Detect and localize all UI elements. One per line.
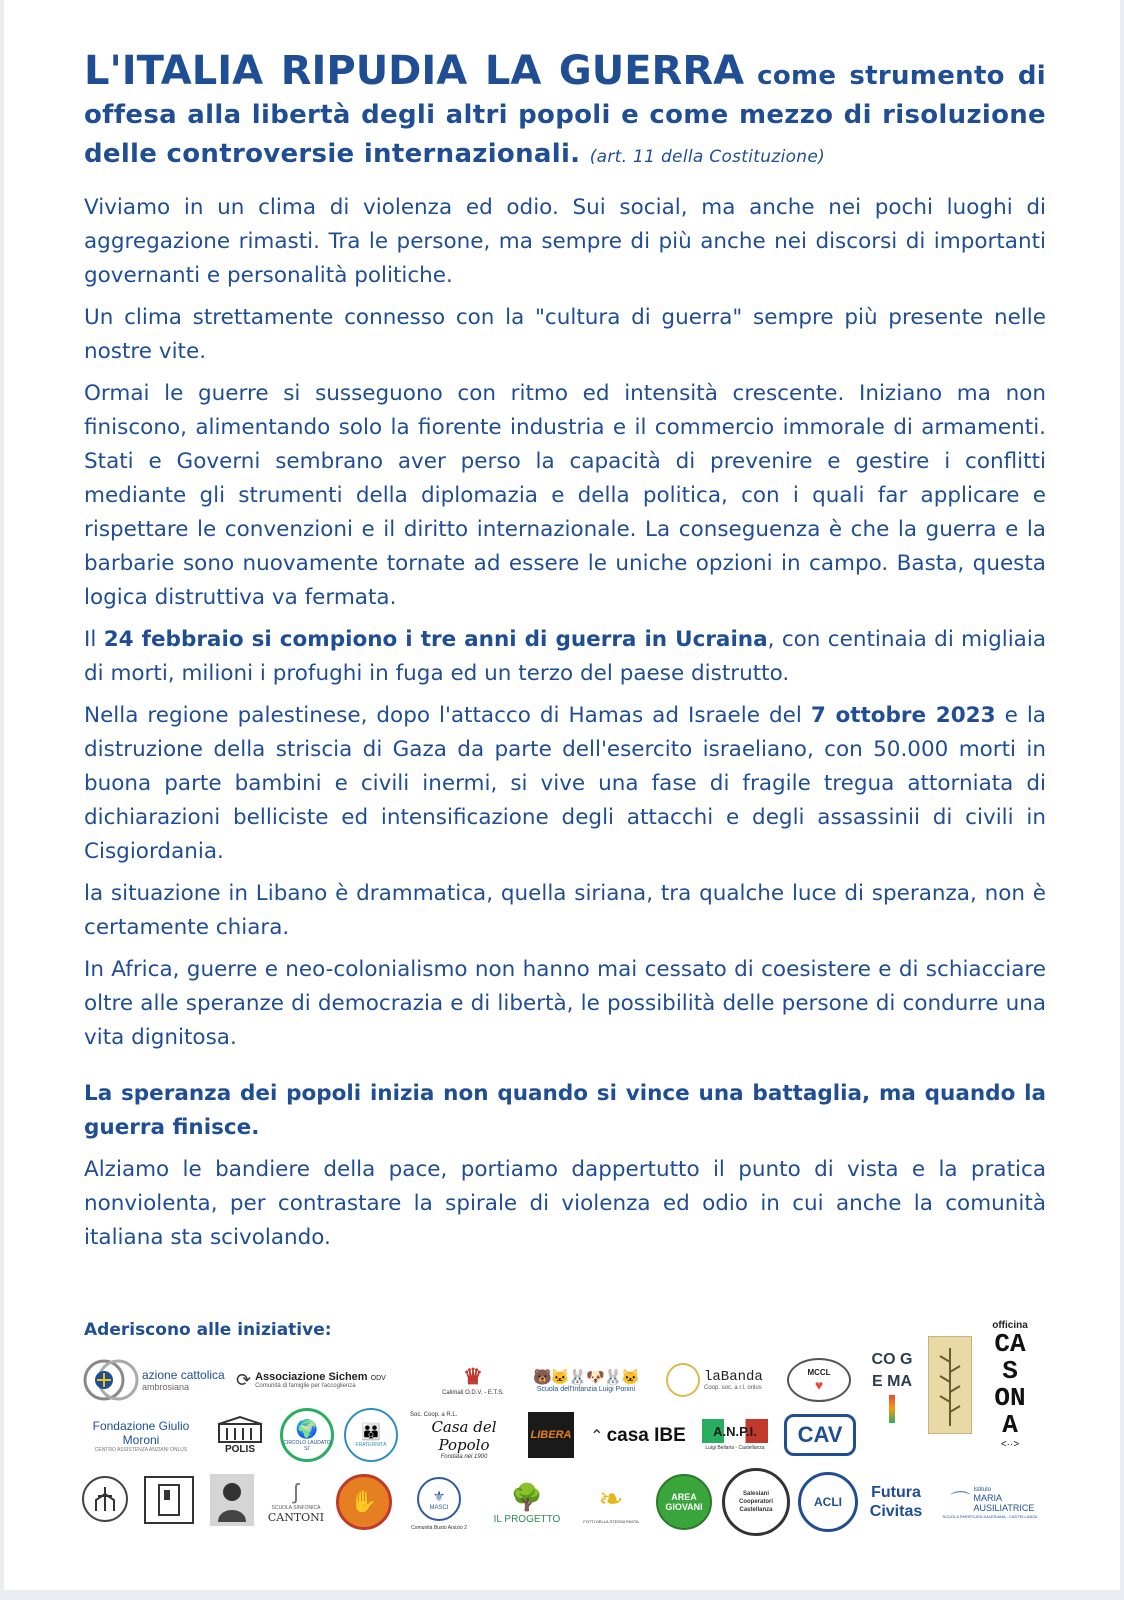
il-progetto-logo [484, 1470, 570, 1534]
sichem-sub: Comunità di famiglie per l'accoglienza [255, 1383, 356, 1389]
scuola-infanzia-name: Scuola dell'Infanzia Luigi Ponini [536, 1385, 636, 1393]
salesiani-name: Salesiani Cooperatori Castellanza [738, 1491, 773, 1513]
labanda-name: laBanda [704, 1369, 763, 1385]
cantoni-name: CANTONI [267, 1510, 325, 1524]
masci-logo [402, 1474, 476, 1534]
red-emblem-logo [336, 1474, 392, 1530]
hands-icon: ✋ [350, 1489, 378, 1514]
poster-page [4, 0, 1120, 1590]
labanda-emblem-icon [666, 1363, 700, 1397]
circolo-laudato-logo [280, 1408, 334, 1462]
poster-title [84, 48, 1046, 177]
door-icon [156, 1482, 182, 1518]
final-paragraph: Alziamo le bandiere della pace, portiamo dappertutto il punto di vista e la pratica nonviolenta, per contrastare la spirale di violenza ed odio in cui anche la comunità italiana sta scivolando. [84, 1157, 1046, 1250]
paragraph-1: Viviamo in un clima di violenza ed odio. Sui social, ma anche nei pochi luoghi di aggregazione rimasti. Tra le persone, ma sempre di più anche nei discorsi di importanti governanti e personalità politiche. [84, 195, 1046, 288]
body-text [84, 191, 1046, 1255]
casa-popolo-name: Casa del Popolo [431, 1418, 497, 1454]
scuola-infanzia-logo [518, 1360, 654, 1400]
azione-cattolica-logo [82, 1358, 232, 1402]
area-giovani-logo [656, 1474, 712, 1530]
leaf-icon: ❧ [598, 1482, 624, 1516]
church-icon [90, 1484, 120, 1514]
supporters-heading: Aderiscono alle iniziative: [84, 1320, 332, 1340]
title-main: L'ITALIA RIPUDIA LA GUERRA [84, 48, 745, 94]
azione-cattolica-name: azione cattolica [142, 1368, 225, 1382]
il-progetto-name: IL PROGETTO [493, 1513, 561, 1525]
labanda-logo [666, 1360, 776, 1400]
paragraph-4-highlight: 24 febbraio si compiono i tre anni di guerra in Ucraina [103, 627, 768, 652]
futura-civitas-logo [862, 1478, 930, 1526]
cogema-figure-icon [889, 1395, 895, 1423]
polis-logo [212, 1410, 268, 1460]
plant-illustration [928, 1336, 972, 1434]
azione-cattolica-sub: ambrosiana [142, 1382, 190, 1392]
casa-ibe-logo [584, 1418, 692, 1454]
libera-logo [528, 1412, 574, 1458]
paragraph-5-start: Nella regione palestinese, dopo l'attacco di Hamas ad Israele del [84, 703, 811, 728]
paragraph-5-end: e la distruzione della striscia di Gaza da parte dell'esercito israeliano, con 50.000 morti in buona parte bambini e civili inermi, si vive una fase di fragile tregua attorniata di dichiarazioni belliciste ed intensificazione degli attacchi e degli assassinii di civili in Cisgiordania. [84, 703, 1046, 864]
salesiani-logo [722, 1468, 790, 1536]
tree-icon: 🌳 [510, 1481, 544, 1512]
door-emblem-logo [144, 1476, 194, 1524]
cav-name: CAV [797, 1422, 843, 1447]
masci-sub: Comunità Busto Arsizio 2 [411, 1525, 467, 1531]
maria-name: MARIA AUSILIATRICE [973, 1492, 1035, 1513]
constitution-reference: (art. 11 della Costituzione) [589, 147, 826, 167]
officina-casona-logo [980, 1320, 1040, 1450]
casa-popolo-logo [406, 1412, 522, 1460]
paragraph-4-end: , con centinaia di migliaia di morti, milioni i profughi in fuga ed un terzo del paese distrutto. [84, 627, 1047, 686]
globe-icon: 🌍 [295, 1418, 319, 1439]
casa-popolo-date: Fondata nel 1900 [440, 1454, 488, 1460]
cantoni-sub: SCUOLA SINFONICA [271, 1504, 321, 1511]
fotti-name: FOTTI DELLA STESSA PASTA [583, 1518, 639, 1524]
cantoni-emblem-icon: ʃ [293, 1478, 299, 1504]
fleur-de-lis-icon: ⚜ [432, 1487, 446, 1504]
area-giovani-name: AREA GIOVANI [665, 1492, 703, 1512]
anpi-name: A.N.P.I. [713, 1423, 757, 1439]
fraternita-people-icon: 👪 [361, 1424, 381, 1441]
cantoni-logo [266, 1472, 326, 1530]
bridge-icon: ⌒ [950, 1491, 971, 1513]
casona-name: CAS ONA [994, 1329, 1026, 1440]
paragraph-5 [84, 699, 1046, 869]
casa-ibe-name: casa IBE [606, 1425, 686, 1446]
maria-ausiliatrice-logo [938, 1478, 1042, 1526]
title-subtitle: come strumento di offesa alla libertà degli altri popoli e come mezzo di risoluzione delle controversie internazionali. [84, 61, 1046, 169]
acli-name: ACLI [814, 1495, 842, 1509]
cav-logo [784, 1414, 856, 1456]
paragraph-4 [84, 623, 1046, 691]
anpi-logo [700, 1412, 770, 1458]
moroni-sub: CENTRO ASSISTENZA ANZIANI ONLUS [94, 1447, 188, 1453]
paragraph-5-highlight: 7 ottobre 2023 [810, 703, 996, 728]
labanda-sub: Coop. soc. a r.l. onlus [704, 1385, 762, 1391]
community-emblem-logo [82, 1476, 128, 1522]
calimali-emblem-icon: ♛ [463, 1364, 483, 1390]
cogema-logo [862, 1338, 922, 1434]
azione-cattolica-emblem-icon [82, 1358, 140, 1402]
circolo-laudato-name: CIRCOLO LAUDATO SI' [283, 1439, 331, 1452]
masci-name: MASCI [429, 1504, 449, 1511]
acli-logo [798, 1472, 858, 1532]
portrait-photo [210, 1474, 254, 1526]
paragraph-3: Ormai le guerre si susseguono con ritmo ed intensità crescente. Iniziano ma non finiscono, alimentando solo la fiorente industria e il commercio immorale di armamenti. Stati e Governi sembrano aver perso la capacità di prevenire e gestire i conflitti mediante gli strumenti della diplomazia e della politica, con i quali far applicare e rispettare le convenzioni e il diritto internazionale. La conseguenza è che la guerra e la barbarie sono nuovamente tornate ad essere le uniche opzioni in campo. Basta, questa logica distruttiva va fermata. [84, 381, 1046, 610]
polis-name: POLIS [224, 1443, 255, 1455]
plant-icon [935, 1342, 965, 1428]
polis-building-icon [217, 1416, 263, 1444]
sichem-odv: ODV [370, 1375, 386, 1382]
maria-top: Istituto [973, 1486, 992, 1493]
casona-arrows-icon: <··> [1000, 1439, 1020, 1450]
casa-ibe-roof-icon: ⌃ [590, 1428, 604, 1445]
mccl-heart-icon: ♥ [814, 1376, 824, 1393]
moroni-logo [74, 1416, 208, 1456]
calimali-logo [438, 1358, 508, 1402]
paragraph-7: In Africa, guerre e neo-colonialismo non hanno mai cessato di coesistere e di schiacciare oltre alle speranze di democrazia e di libertà, le possibilità delle persone di condurre una vita dignitosa. [84, 957, 1046, 1050]
anpi-sub: Luigi Bellaria - Castellanza [705, 1445, 765, 1451]
futura-civitas-name: Futura Civitas [869, 1484, 923, 1520]
moroni-name: Fondazione Giulio Moroni [92, 1419, 190, 1447]
casona-top: officina [992, 1320, 1028, 1331]
fraternita-name: FRATERNITÀ [355, 1442, 387, 1448]
sichem-icon: ⟳ [236, 1369, 252, 1390]
person-portrait-icon [214, 1478, 250, 1522]
mccl-name: MCCL [807, 1367, 831, 1377]
cogema-name: CO GE MA [871, 1351, 913, 1390]
paragraph-2: Un clima strettamente connesso con la "cultura di guerra" sempre più presente nelle nostre vite. [84, 305, 1046, 364]
paragraph-4-start: Il [84, 627, 104, 652]
sichem-logo [236, 1362, 426, 1398]
poster-content [84, 48, 1047, 1263]
fraternita-logo [344, 1408, 398, 1462]
paragraph-6: la situazione in Libano è drammatica, quella siriana, tra qualche luce di speranza, non è certamente chiara. [84, 881, 1046, 940]
animals-icon: 🐻🐱🐰🐶🐰🐱 [532, 1368, 640, 1386]
fotti-logo [580, 1472, 642, 1532]
calimali-name: Calimali O.D.V. - E.T.S. [442, 1390, 504, 1396]
closing-statement: La speranza dei popoli inizia non quando si vince una battaglia, ma quando la guerra finisce. [84, 1081, 1046, 1140]
mccl-logo [787, 1358, 851, 1402]
sichem-name: Associazione Sichem [255, 1371, 368, 1383]
maria-sub: SCUOLA PARIFICATA SALESIANA - CASTELLANZA [942, 1514, 1038, 1519]
casa-popolo-sub: Soc. Coop. a R.L. [410, 1412, 458, 1418]
libera-name: LIBERA [530, 1429, 572, 1441]
